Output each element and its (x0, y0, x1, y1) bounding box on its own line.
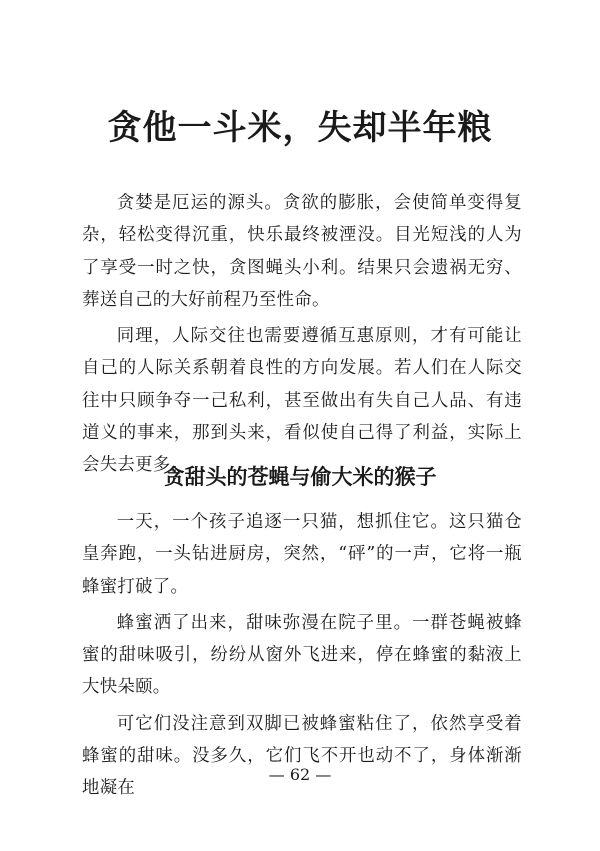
story-paragraph-1: 一天，一个孩子追逐一只猫，想抓住它。这只猫仓皇奔跑，一头钻进厨房，突然，“砰”的一声，它将一瓶蜂蜜打破了。 (82, 512, 522, 597)
intro-paragraph-2: 同理，人际交往也需要遵循互惠原则，才有可能让自己的人际关系朝着良性的方向发展。若人们在人际交往中只顾争夺一己私利，甚至做出有失自己人品、有违道义的事来，那到头来，看似使自己得了利益，实际上会失去更多。 (82, 326, 522, 476)
story-section (82, 506, 522, 805)
intro-section (82, 187, 522, 482)
story-paragraph-3: 可它们没注意到双脚已被蜂蜜粘住了，依然享受着蜂蜜的甜味。没多久，它们飞不开也动不了，身体渐渐地凝在 (82, 713, 522, 799)
story-paragraph-2: 蜂蜜洒了出来，甜味弥漫在院子里。一群苍蝇被蜂蜜的甜味吸引，纷纷从窗外飞进来，停在蜂蜜的黏液上大快朵颐。 (82, 612, 522, 698)
chapter-title: 贪他一斗米，失却半年粮 (107, 108, 493, 148)
page-number: — 62 — (268, 765, 332, 784)
section-subtitle: 贪甜头的苍蝇与偷大米的猴子 (163, 465, 437, 489)
intro-paragraph-1: 贪婪是厄运的源头。贪欲的膨胀，会使简单变得复杂，轻松变得沉重，快乐最终被湮没。目光短浅的人为了享受一时之快，贪图蝇头小利。结果只会遗祸无穷、葬送自己的大好前程乃至性命。 (82, 193, 522, 310)
